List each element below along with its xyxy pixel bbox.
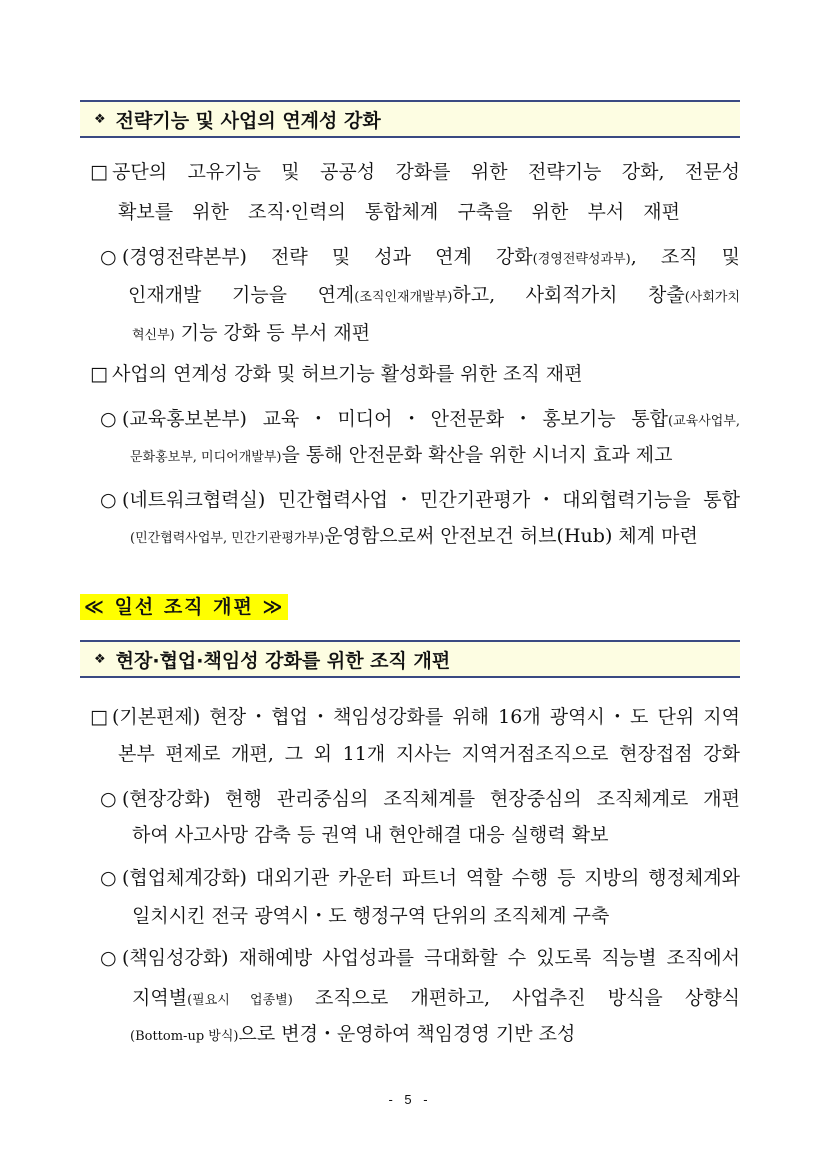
paragraph-line: (민간협력사업부, 민간기관평가부)운영함으로써 안전보건 허브(Hub) 체계 마련 xyxy=(130,525,698,547)
page-number: - 5 - xyxy=(388,1092,432,1107)
circle-bullet-icon: ○ xyxy=(100,947,117,969)
paragraph-line: 본부 편제로 개편, 그 외 11개 지사는 지역거점조직으로 현장접점 강화 xyxy=(118,743,740,765)
paragraph-line: 문화홍보부, 미디어개발부)을 통해 안전문화 확산을 위한 시너지 효과 제고 xyxy=(130,444,673,466)
paragraph-line: □ 사업의 연계성 강화 및 허브기능 활성화를 위한 조직 재편 xyxy=(90,363,583,385)
paragraph-line: ○ (교육홍보본부) 교육・미디어・안전문화・홍보기능 통합(교육사업부, xyxy=(100,408,740,430)
paragraph-line: ○ (협업체계강화) 대외기관 카운터 파트너 역할 수행 등 지방의 행정체계와 xyxy=(100,867,740,889)
section-title: 현장·협업·책임성 강화를 위한 조직 개편 xyxy=(115,649,451,672)
circle-bullet-icon: ○ xyxy=(100,788,117,810)
section-title: 전략기능 및 사업의 연계성 강화 xyxy=(115,109,381,132)
square-bullet-icon: □ xyxy=(90,706,108,728)
circle-bullet-icon: ○ xyxy=(100,867,117,889)
section-header-strategy xyxy=(80,100,740,138)
section-header-reorg xyxy=(80,640,740,678)
circle-bullet-icon: ○ xyxy=(100,408,117,430)
paragraph-line: ○ (책임성강화) 재해예방 사업성과를 극대화할 수 있도록 직능별 조직에서 xyxy=(100,947,740,969)
paragraph-line: □ 공단의 고유기능 및 공공성 강화를 위한 전략기능 강화, 전문성 xyxy=(90,161,740,183)
paragraph-line: 하여 사고사망 감축 등 권역 내 현안해결 대응 실행력 확보 xyxy=(132,824,609,846)
section-banner: ≪ 일선 조직 개편 ≫ xyxy=(80,594,288,620)
paragraph-line: 인재개발 기능을 연계(조직인재개발부)하고, 사회적가치 창출(사회가치 xyxy=(128,284,741,306)
paragraph-line: □ (기본편제) 현장・협업・책임성강화를 위해 16개 광역시・도 단위 지역 xyxy=(90,706,740,728)
circle-bullet-icon: ○ xyxy=(100,489,117,511)
paragraph-line: ○ (경영전략본부) 전략 및 성과 연계 강화(경영전략성과부), 조직 및 xyxy=(100,246,740,268)
diamond-bullet-icon: ❖ xyxy=(94,651,106,667)
paragraph-line: (Bottom-up 방식)으로 변경・운영하여 책임경영 기반 조성 xyxy=(130,1023,576,1045)
circle-bullet-icon: ○ xyxy=(100,246,117,268)
diamond-bullet-icon: ❖ xyxy=(94,111,106,127)
square-bullet-icon: □ xyxy=(90,161,108,183)
paragraph-line: ○ (네트워크협력실) 민간협력사업・민간기관평가・대외협력기능을 통합 xyxy=(100,489,740,511)
paragraph-line: 확보를 위한 조직·인력의 통합체계 구축을 위한 부서 재편 xyxy=(118,201,680,223)
paragraph-line: 일치시킨 전국 광역시・도 행정구역 단위의 조직체계 구축 xyxy=(132,905,610,927)
paragraph-line: 혁신부) 기능 강화 등 부서 재편 xyxy=(132,322,371,344)
paragraph-line: 지역별(필요시 업종별) 조직으로 개편하고, 사업추진 방식을 상향식 xyxy=(132,987,740,1009)
paragraph-line: ○ (현장강화) 현행 관리중심의 조직체계를 현장중심의 조직체계로 개편 xyxy=(100,788,740,810)
square-bullet-icon: □ xyxy=(90,363,108,385)
